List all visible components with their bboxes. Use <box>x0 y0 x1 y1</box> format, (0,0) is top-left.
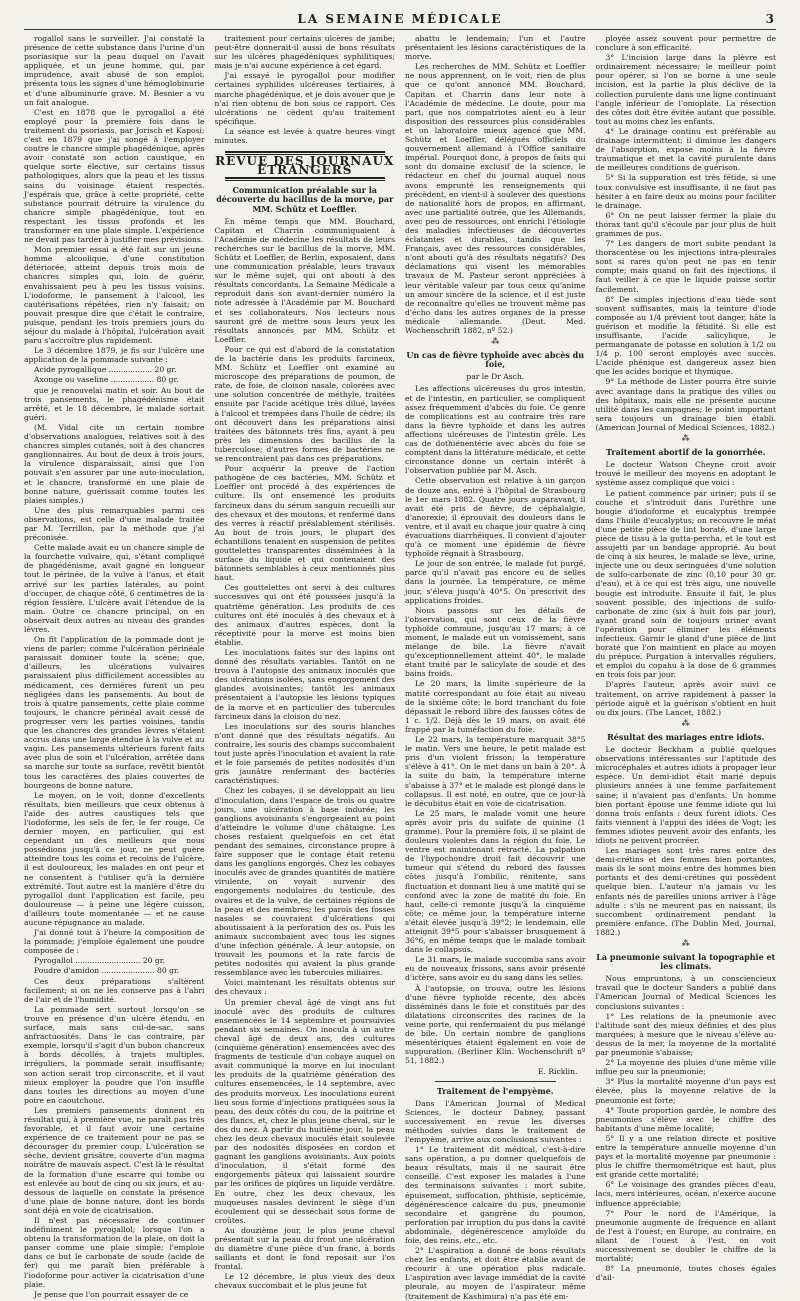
paragraph: Je pense que l'on pourrait essayer de ce <box>34 1289 189 1299</box>
section-banner <box>215 151 396 181</box>
paragraph: 7° Les dangers de mort subite pendant la thoracentèse ou les injections intra-pleurales sont si rares qu'on peut ne pas en tenir compte; mais quand on fait des injections, il faut veiller à ce que le liquide puisse sortir facilement. <box>595 239 776 294</box>
paragraph: Pour ce qui est d'abord de la constatation de la bactérie dans les produits farcineux, MM. Schütz et Loeffler ont examiné au microscope des préparations de poumon, de rate, de foie, de cloison nasale, colorées avec une solution concentrée de méthyle, traitées ensuite par l'acide acétique très dilué, lavées à l'alcool et trempées dans l'huile de cèdre; ils ont découvert dans les préparations ainsi traitées des bâtonnets très fins, ayant à peu près les dimensions des bacillus de la tuberculose; d'autres formes de bactéries ne se rencontraient pas dans ces préparations. <box>214 344 395 464</box>
columns <box>24 34 776 1301</box>
paragraph: 3° Plus la mortalité moyenne d'un pays est élevée, plus la moyenne relative de la pneumonie est forte; <box>595 1077 776 1105</box>
paragraph: Cette observation est relative à un garçon de douze ans, entré à l'hôpital de Strasbourg le 1er mars 1882. Quatre jours auparavant, il avait été pris de fièvre, de céphalalgie, d'anorexie; il éprouvait des douleurs dans le ventre, et il avait eu chaque jour quatre à cinq évacuations diarrhéiques. Il convient d'ajouter qu'à ce moment une épidémie de fièvre typhoïde régnait à Strasbourg. <box>405 476 586 559</box>
paragraph: À l'autopsie, on trouva, outre les lésions d'une fièvre typhoïde récente, des abcès disséminés dans le foie et constitués par des dilatations circonscrites des racines de la veine porte, qui renfermaient du pus mélangé de bile. Un certain nombre de ganglions mésentériques étaient également en voie de suppuration. (Berliner Klin. Wochenschrift nº 51, 1882.) <box>405 983 586 1066</box>
paragraph: traitement pour certains ulcères de jambe; peut-être donnerait-il aussi de bons résultats sur les ulcères phagédéniques syphilitiques; mais je n'ai aucune expérience à cet égard. <box>214 34 395 71</box>
paragraph: 6° Le voisinage des grandes pièces d'eau, lacs, mers intérieures, océan, n'exerce aucune influence appréciable; <box>595 1180 776 1208</box>
paragraph: Le docteur Beckham a publié quelques observations intéressantes sur l'aptitude des microcéphales et autres idiots à propager leur espèce. Un demi-idiot était marié depuis plusieurs années à une femme parfaitement saine; il n'avaient pas d'enfants. Un homme bien portant épouse une femme idiote qui lui donna trois enfants : deux furent idiots. Ces faits viennent à l'appui des idées de Vogt; les femmes idiotes peuvent avoir des enfants, les idiots ne peuvent procréer. <box>595 745 776 845</box>
article-title-gonorrhee: Traitement abortif de la gonorrhée. <box>605 447 766 458</box>
paragraph: On fit l'application de la pommade dont je viens de parler; comme l'ulcération périnéale paraissait dominer toute la scène; que, d'ailleurs, les ulcérations vulvaires paraissaient plus difficilement accessibles au médicament, ces dernières furent un peu négligées dans les pansements. Au bout de trois à quatre pansements, cette plaie comme toujours, le chancre périnéal avait cessé de progresser vers les parties voisines, tandis que les chancres des grandes lèvres s'étaient accrus dans une large étendue à la vulve et au vagin. Les pansements ultérieurs furent faits avec plus de soin et l'ulcération, arrêtée dans sa marche sur toute sa surface, revêtit bientôt tous les caractères des plaies couvertes de bourgeons de bonne nature. <box>24 635 205 790</box>
paragraph: J'ai essayé le pyrogallol pour modifier certaines syphilides ulcéreuses tertiaires, à marche phagédénique, et je dois avouer que je n'ai rien obtenu de bon sous ce rapport. Ces ulcérations ne cèdent qu'au traitement spécifique. <box>214 71 396 126</box>
paragraph: Dans l'American Journal of Medical Sciences, le docteur Dabney, passant successivement en revue les diverses méthodes suivies dans le traitement de l'empyème, arrive aux conclusions suivantes : <box>405 1098 586 1144</box>
paragraph: 4° Le drainage continu est préférable au drainage intermittent; il diminue les dangers de l'absorption, expose moins à la fièvre traumatique et met la cavité purulente dans de meilleures conditions de guérison. <box>595 126 776 173</box>
paragraph: Les inoculations faites sur des lapins ont donné des résultats variables. Tantôt on ne trouva à l'autopsie des animaux inoculés que des ulcérations isolées, sans engorgement des glandes avoisinantes; tantôt les animaux présentaient à l'autopsie les lésions typiques de la morve et en particulier des tubercules farcineux dans la cloison du nez. <box>214 648 395 721</box>
paragraph: Ces gouttelettes ont servi à des cultures successives qui ont été poussées jusqu'à la quatrième génération. Les produits de ces cultures ont été inoculés à des chevaux et à des animaux d'autres espèces, dont la réceptivité pour la morve est moins bien établie. <box>214 583 395 647</box>
paragraph: Ces deux préparations s'altèrent facilement; si on ne les conserve pas à l'abri de l'air et de l'humidité. <box>24 976 205 1004</box>
paragraph: Le 25 mars, le malade vomit une heure après avoir pris du sulfate de quinine (1 gramme). Pour la première fois, il se plaint de douleurs violentes dans la région du foie. Le ventre est maintenant rétracté. La palpation de l'hypochondre droit fait découvrir une tumeur qui s'étend du rebord des fausses côtes jusqu'à l'ombilic, rénitente, sans fluctuation et donnant lieu à une matité qui se confond avec la zone de matité du foie. En haut, celle-ci remonte jusqu'à la cinquième côte; ce même jour, la température interne s'était élevée jusqu'à 39°2; le lendemain, elle atteignit 39°5 pour s'abaisser brusquement à 36°6, en même temps que le malade tombait dans le collapsus. <box>405 808 586 955</box>
paragraph: 9° La méthode de Lister pourra être suivie avec avantage dans la pratique des villes ou des hôpitaux, mais elle ne présente aucune utilité dans les campagnes; le point important sera toujours un drainage bien établi. (American Journal of Medical Sciences, 1882.) <box>595 377 776 432</box>
paragraph: Axonge ou vaseline .................. 80 gr. <box>34 375 179 385</box>
paragraph: Voici maintenant les résultats obtenus sur des chevaux : <box>214 978 395 997</box>
article-title-empyeme: Traitement de l'empyème. <box>436 1085 554 1096</box>
paragraph: Mon premier essai a été fait sur un jeune homme alcoolique, d'une constitution détériorée, atteint depuis trois mois de chancres simples qui, loin de guérir, envahissaient peu à peu les tissus voisins. L'iodoforme, le pansement à l'alcool, les cautérisations répétées, rien n'y faisait; on pouvait presque dire que c'était le contraire, puisque, pendant les trois premiers jours du séjour du malade à l'hôpital, l'ulcération avait paru s'accroître plus rapidement. <box>24 245 205 346</box>
paragraph: Le 31 mars, le malade succomba sans avoir eu de nouveaux frissons, sans avoir présenté d'ictère, sans avoir eu du sang dans les selles. <box>405 955 586 983</box>
paragraph: J'ai donné tout à l'heure la composition de la pommade; j'emploie également une poudre composée de : <box>24 928 205 956</box>
column-1 <box>24 34 205 1299</box>
paragraph: 7° Pour le nord de l'Amérique, la pneumonie augmente de fréquence en allant de l'est à l'ouest; en Europe, au contraire, en allant de l'ouest à l'est, on voit successivement se doubler le chiffre de la mortalité; <box>595 1208 776 1264</box>
paragraph: que je renouvelai matin et soir. Au bout de trois pansements, le phagédénisme était arrêté, et le 18 décembre, le malade sortait guéri. <box>24 385 205 422</box>
paragraph: Les affections ulcéreuses du gros intestin, et de l'intestin, en particulier, se compliquent assez fréquemment d'abcès du foie. Ce genre de complications est au contraire très rare dans la fièvre typhoïde et dans les autres affections ulcéreuses de l'intestin grêle. Les cas de dothiénentérie avec abcès du foie se comptent dans la littérature médicale, et cette circonstance donne un certain intérêt à l'observation publiée par M. Asch. <box>405 384 586 476</box>
paragraph: Acide pyrogallique .................. 20 gr. <box>34 365 177 375</box>
article-author-typhoide: par le Dr Asch. <box>466 372 525 382</box>
paragraph: Le jour de son entrée, le malade fut purgé, parce qu'il n'avait pas encore eu de selles dans la journée. La température, ce même jour, s'éleva jusqu'à 40°5. On prescrivit des applications froides. <box>405 559 586 605</box>
paragraph: ployée assez souvent pour permettre de conclure à son efficacité. <box>595 34 776 53</box>
paragraph: 8° De simples injections d'eau tiède sont souvent suffisantes, mais la teinture d'iode composée au 1/4 prévient tout danger, hâte la guérison et modifie la fétidité. Si elle est insuffisante, l'acide salicylique, le permanganate de potasse en solution à 1/2 ou 1/4 p. 100 seront employés avec succès. L'acide phénique est dangereux assez bien que les acides borique et thymique. <box>595 294 776 377</box>
article-title-idiots: Résultat des mariages entre idiots. <box>607 731 765 742</box>
journal-title: LA SEMAINE MÉDICALE <box>297 12 503 26</box>
paragraph: En même temps que MM. Bouchard, Capitan et Charrin communiquaient à l'Académie de médecine les résultats de leurs recherches sur le bacillus de la morve, MM. Schütz et Loeffler, de Berlin, exposaient, dans une communication préalable, leurs travaux sur le même sujet, qui ont abouti à des résultats concordants. La Semaine Médicale a reproduit dans son avant-dernier numéro la note adressée à l'Académie par M. Bouchard et ses collaborateurs. Nos lecteurs nous sauront gré de mettre sous leurs yeux les résultats annoncés par MM. Schütz et Loeffler. <box>214 216 395 344</box>
paragraph: 2° La moyenne des pluies d'une même ville influe peu sur la pneumonie; <box>595 1058 776 1077</box>
paragraph: Le 20 mars, la limite supérieure de la matité correspondant au foie était au niveau de la sixième côte; le bord tranchant du foie dépassait le rebord libre des fausses côtes de 1 c. 1/2. Déjà dès le 19 mars, on avait été frappé par la tuméfaction du foie. <box>405 679 586 734</box>
paragraph: Pyrogallol ........................... 20 gr. <box>34 956 165 966</box>
paragraph: Le moyen, on le voit, donne d'excellents résultats, bien meilleurs que ceux obtenus à l'aide des autres caustiques tels que l'iodoforme, les sels de fer, le fer rouge. Ce dernier moyen, en particulier, qui est cependant un des meilleurs que nous possédions jusqu'à ce jour, ne peut guère atteindre tous les coins et recoins de l'ulcère, il est douloureux, les malades en ont peur et ne consentent à l'utiliser qu'à la dernière extrémité. Tout autre est la manière d'être du pyrogallol dont l'application est facile, peu douloureuse — à peine une légère cuisson, d'ailleurs toute momentanée — et ne cause aucune répugnance au malade. <box>24 790 205 927</box>
paragraph: Le 12 décembre, le plus vieux des deux chevaux succombait et le plus jeune fut <box>214 1272 395 1291</box>
article-title-typhoide: Un cas de fièvre typhoïde avec abcès du foie, <box>406 350 585 370</box>
paragraph: Poudre d'amidon ...................... 80 gr. <box>34 966 180 976</box>
paragraph: abattu le lendemain; l'un et l'autre présentaient les lésions caractéristiques de la morve. <box>405 34 586 62</box>
paragraph: 4° Toute proportion gardée, le nombre des pneumonies s'élève avec le chiffre des habitants d'une même localité; <box>595 1105 776 1133</box>
page-number: 3 <box>765 12 774 26</box>
paragraph: Chez les cobayes, il se développait au lieu d'inoculation, dans l'espace de trois ou quatre jours, une ulcération à base indurée; les ganglions avoisinants s'engorgeaient au point d'atteindre le volume d'une châtaigne. Les choses restaient quelquefois en cet état pendant des semaines, circonstance propre à faire supposer que le contage était retenu dans les ganglions engorgés. Chez les cobayes inoculés avec de grandes quantités de matière virulente, on voyait survenir des engorgements nodulaires du testicule, des ovaires et de la vulve, de certaines régions de la peau et des membres; les parois des fosses nasales se couvraient d'ulcérations qui aboutissaient à la perforation des os. Puis les animaux succombaient avec tous les signes d'une infection générale. À leur autopsie, on trouvait les poumons et la rate farcis de petites nodosités qui avaient la plus grande ressemblance avec les tubercules miliaires. <box>214 786 395 978</box>
paragraph: 6° On ne peut laisser fermer la plaie du thorax tant qu'il s'écoule par jour plus de huit grammes de pus. <box>595 210 776 238</box>
divider <box>435 1081 556 1082</box>
paragraph: Les mariages sont très rares entre des demi-crétins et des femmes bien portantes, mais ils le sont moins entre des hommes bien portants et des demi-crétines qui possèdent quelque bien. L'auteur n'a jamais vu les enfants nés de pareilles unions arriver à l'âge adulte : s'ils ne meurent pas en naissant, ils succombent ordinairement pendant la première enfance. (The Dublin Med. Journal, 1882.) <box>595 846 776 937</box>
paragraph: 1° Le traitement dit médical, c'est-à-dire sans opération, a pu donner quelquefois de beaux résultats, mais il ne saurait être conseillé. C'est exposer les malades à l'une des terminaisons suivantes : mort subite, épuisement, suffocation, phthisie, septicémie, dégénérescence calcaire du pus, pneumonie secondaire et gangrène du poumon, perforation par irruption du pus dans la cavité abdominale, dégénérescence amyloïde du foie, des reins, etc., etc. <box>405 1145 586 1245</box>
paragraph: 1° Les relations de la pneumonie avec l'altitude sont des mieux définies et des plus marquées; à mesure que le niveau s'élève au-dessus de la mer, la moyenne de la mortalité par pneumonie s'abaisse; <box>595 1011 776 1058</box>
paragraph: Pour acquérir la preuve de l'action pathogène de ces bactéries, MM. Schütz et Loeffler ont procédé à des expériences de culture. Ils ont ensemencé les produits farcineux dans du sérum sanguin recueilli sur des chevaux et des moutons, et renfermé dans des verres à réactif préalablement stérilisés. Au bout de trois jours, le plupart des échantillons tenaient en suspension de petites gouttelettes transparentes disséminées à la surface du liquide et qui contenaient des bâtonnets semblables à ceux mentionnés plus haut. <box>214 464 395 583</box>
paragraph: 2° L'aspiration a donné de bons résultats chez les enfants, et doit être établie avant de recourir à une opération plus radicale. L'aspiration avec lavage immédiat de la cavité pleurale, au moyen de l'aspirateur même (traitement de Kashimura) n'a pas été em- <box>405 1246 586 1301</box>
paragraph: D'après l'auteur, après avoir suivi ce traitement, on arrive rapidement à passer la période aiguë et la guérison s'obtient en huit ou dix jours. (The Lancet, 1882.) <box>595 680 776 717</box>
paragraph: La pommade sert surtout lorsqu'on se trouve en présence d'un ulcère étendu, en surface, mais sans cul-de-sac, sans anfractuosités. Dans le cas contraire, par exemple, lorsqu'il s'agit d'un bubon chancreux à bords décollés, à trajets multiples, irréguliers, la pommade serait insuffisante; son action serait trop circonscrite, et il vaut mieux employer la poudre que l'on insuffle dans toutes les directions au moyen d'une poire en caoutchouc. <box>24 1004 205 1105</box>
separator-ornament: ⁂ <box>681 939 690 948</box>
article-title-morve: Communication préalable sur la découverte du bacillus de la morve, par MM. Schütz et Loeffler. <box>216 185 394 214</box>
paragraph: 5° Si la suppuration est très fétide, si une toux convulsive est insuffisante, il ne faut pas hésiter à en faire deux au moins pour faciliter le drainage. <box>595 173 776 210</box>
paragraph: C'est en 1878 que le pyrogallol a été employé pour la première fois dans le traitement du psoriasis, par Jorisch et Kaposi; c'est en 1879 que j'ai songé à l'employer contre le chancre simple phagédénique, après avoir constaté son action caustique, en quelque sorte élective, sur certains tissus pathologiques, alors que la peau et les tissus sains du voisinage étaient respectés. J'espérais que, grâce à cette propriété, cette substance pourrait détruire la virulence du chancre simple phagédénique, tout en respectant les tissus profonds et les transformer en une plaie simple. L'expérience ne devait pas tarder à justifier mes prévisions. <box>24 107 205 245</box>
paragraph: 8° La pneumonie, toutes choses égales d'ail- <box>595 1264 776 1283</box>
paragraph: Le 3 décembre 1879, je fis sur l'ulcère une application de la pommade suivante : <box>24 346 205 365</box>
paragraph: 5° Il y a une relation directe et positive entre la température annuelle moyenne d'un pays et la mortalité moyenne par pneumonie : plus le chiffre thermométrique est haut, plus est grande cette mortalité; <box>595 1133 776 1180</box>
separator-ornament: ⁂ <box>681 718 690 728</box>
paragraph: Nous empruntons, à un consciencieux travail que le docteur Sanders a publié dans l'American Journal of Medical Sciences les conclusions suivantes : <box>595 974 776 1011</box>
paragraph: rogallol sans le surveiller. J'ai constaté la présence de cette substance dans l'urine d'un psoriasique sur la peau duquel on l'avait appliquée, et un jeune homme, qui, par imprudence, avait abusé de son emploi, présenta tous les signes d'une hémoglobinurie et d'une albuminurie grave. M. Besnier a vu un fait analogue. <box>24 34 205 107</box>
paragraph: Les inoculations sur des souris blanches n'ont donné que des résultats négatifs. Au contraire, les souris des champs succombaient tout juste après l'inoculation et avaient la rate et le foie parsemés de petites nodosités d'un gris jaunâtre renfermant des bactéries caractéristiques. <box>214 721 395 786</box>
paragraph: Le 22 mars, la température marquait 38°5 le matin. Vers une heure, le petit malade est pris d'un violent frisson; la température s'élève à 41°. On le met dans un bain à 20°. À la suite du bain, la température interne s'abaisse à 37° et le malade est plongé dans le collapsus. Il est noté, en outre, que ce jour-là le décubitus était en voie de cicatrisation. <box>405 735 586 808</box>
paragraph: (M. Vidal cite un certain nombre d'observations analogues, relatives soit à des chancres simples cutanés, soit à des chancres ganglionnaires. Au bout de deux à trois jours, la virulence disparaissait, ainsi que l'on pouvait s'en assurer par une auto-inoculation, et le chancre, transformé en une plaie de bonne nature, guérissait comme toutes les plaies simples.) <box>24 422 205 505</box>
paragraph: Les recherches de MM. Schütz et Loeffler ne nous apprennent, on le voit, rien de plus que ce qu'ont annoncé MM. Bouchard, Capitan et Charrin dans leur note à l'Académie de médecine. Le doute, pour ma part, que nos compatriotes aient eu à leur disposition des ressources plus considérables et un laboratoire mieux agencé que MM. Schütz et Loeffler, délégués officiels du gouvernement allemand à l'Office sanitaire impérial. Pourquoi donc, à propos de faits qui sont du domaine exclusif de la science, le rédacteur en chef du journal auquel nous avons emprunté les renseignements qui précèdent, en vient-il à soulever des questions de nationalité hors de propos, en affirmant, avec une partialité outrée, que les Allemands, avec peu de ressources, ont enrichi l'étiologie des maladies infectieuses de découvertes éclatantes et durables, tandis que les Français, avec des ressources considérables, n'ont abouti qu'à des résultats négatifs? Des déclamations qui visent les mémorables travaux de M. Pasteur seront appréciées à leur véritable valeur par tous ceux qu'anime un amour sincère de la science, et il est juste de reconnaître qu'elles ne trouvent même pas d'écho dans les autres organes de la presse médicale allemande. (Deut. Med. Wochenschrift 1882, nº 52.) <box>405 62 586 335</box>
article-signature: E. Ricklin. <box>537 1067 578 1077</box>
paragraph: Cette malade avait eu un chancre simple de la fourchette vulvaire, qui, s'étant compliqué de phagédénisme, avait gagné en longueur tout le périnée, de la vulve à l'anus, et était arrivé sur les parties latérales, au point d'occuper, de chaque côté, 6 centimètres de la région fessière. L'ulcère avait l'étendue de la main. Outre ce chancre principal, on en observait deux autres au niveau des grandes lèvres. <box>24 543 205 634</box>
paragraph: Un premier cheval âgé de vingt ans fut inoculé avec des produits de cultures ensemencées le 14 septembre et poursuivies pendant six semaines. On inocula à un autre cheval âgé de deux ans, des cultures (cinquième génération) ensemencées avec des fragments de testicule d'un cobaye auquel on avait communiqué la morve en lui inoculant les produits de la quatrième génération des cultures ensemencées, le 14 septembre, avec des produits morveux. Les inoculations eurent lieu sous forme d'injections pratiquées sous la peau, des deux côtés du cou, de la poitrine et des flancs, et, chez le plus jeune cheval, sur le dos du nez. À partir du huitième jour, la peau chez les deux chevaux inoculés était soulevée par des nodosités disposées en cordon et gagnant les ganglions avoisinants. Aux points d'inoculation, il s'était formé des engorgements pâteux qui laissaient sourdre par les orifices de piqûres un liquide verdâtre. En outre, chez les deux chevaux, les muqueuses nasales devinrent le siège d'un écoulement qui se desséchait sous forme de croûtes. <box>214 997 395 1225</box>
separator-ornament: ⁂ <box>491 337 500 347</box>
column-2 <box>214 34 396 1291</box>
article-title-pneumonie: La pneumonie suivant la topographie et les climats. <box>596 952 776 972</box>
column-3 <box>405 34 586 1301</box>
paragraph: La séance est levée à quatre heures vingt minutes. <box>214 126 395 146</box>
page-header <box>24 10 776 30</box>
paragraph: Le patient commence par uriner; puis il se couche et s'introduit dans l'urèthre une bougie d'iodoforme et eucalyptus trempée dans l'huile d'eucalyptus; on recouvre le méat d'une petite pièce de lint boraté, d'une large pièce de tissu à la gutta-percha, et le tout est assujetti par un bandage approprié. Au bout de cinq à six heures, le malade se lève, urine, injecte une ou deux seringuées d'une solution de sulfo-carbonate de zinc (0,10 pour 30 gr. d'eau), et à ce qui est très aigu, une nouvelle bougie est introduite. Ensuite il fait, le plus souvent possible, des injections de sulfo-carbonate de zinc (six à huit fois par jour), ayant grand soin de toujours uriner avant l'opération pour éliminer les éléments infectieux. Garnir le gland d'une pièce de lint boraté que l'on maintient en place au moyen du prépuce. Purgation à intervalles réguliers, et emploi du copahu à la dose de 6 grammes en trois fois par jour. <box>595 488 776 680</box>
paragraph: Nous passons sur les détails de l'observation, qui sont ceux de la fièvre typhoïde commune, jusqu'au 17 mars; à ce moment, le malade eut un vomissement, sans mélange de bile. La fièvre n'avait qu'exceptionnellement atteint 40°, le malade étant traité par le salicylate de soude et des bains froids. <box>405 605 586 679</box>
paragraph: Les premiers pansements donnent en résultat qui, à première vue, ne paraît pas très favorable, et il faut avoir une certaine expérience de ce traitement pour ne pas se décourager du premier coup. L'ulcération se sèche, devient grisâtre, couverte d'un magma noirâtre de mauvais aspect. C'est là le résultat de la formation d'une escarre qui tombe ou est enlevée au bout de cinq ou six jours, et au-dessous de laquelle on constate la présence d'une plaie de bonne nature, dont les bords sont déjà en voie de cicatrisation. <box>24 1105 205 1215</box>
column-4 <box>595 34 777 1283</box>
paragraph: Il n'est pas nécessaire de continuer indéfiniment le pyrogallol; lorsque l'on a obtenu la transformation de la plaie, on doit la panser comme une plaie simple; l'emploie dans ce but le carbonate de soude (acide de fer) qui me paraît bien préférable à l'iodoforme pour activer la cicatrisation d'une plaie. <box>24 1216 205 1289</box>
paragraph: Au douzième jour, le plus jeune cheval présentait sur la peau du front une ulcération du diamètre d'une pièce d'un franc, à bords saillants et dont le fond reposait sur l'os frontal. <box>214 1225 395 1272</box>
section-banner-title: REVUE DES JOURNAUX ÉTRANGERS <box>215 154 395 178</box>
paragraph: Une des plus remarquables parmi ces observations, est celle d'une malade traitée par M. Terrillon, par la méthode que j'ai préconisée. <box>24 505 205 543</box>
paragraph: Le docteur Watson Cheyne croit avoir trouvé le meilleur des moyens en adoptant le système assez compliqué que voici : <box>595 460 776 488</box>
paragraph: 3° L'incision large dans la plèvre est ordinairement nécessaire; le meilleur point pour opérer, si l'on se borne à une seule incision, est la partie la plus déclive de la collection purulente dans une ligne continuant l'angle inférieur de l'omoplate. La résection des côtes doit être évitée autant que possible, tout au moins chez les enfants. <box>595 53 776 126</box>
separator-ornament: ⁂ <box>681 434 690 444</box>
